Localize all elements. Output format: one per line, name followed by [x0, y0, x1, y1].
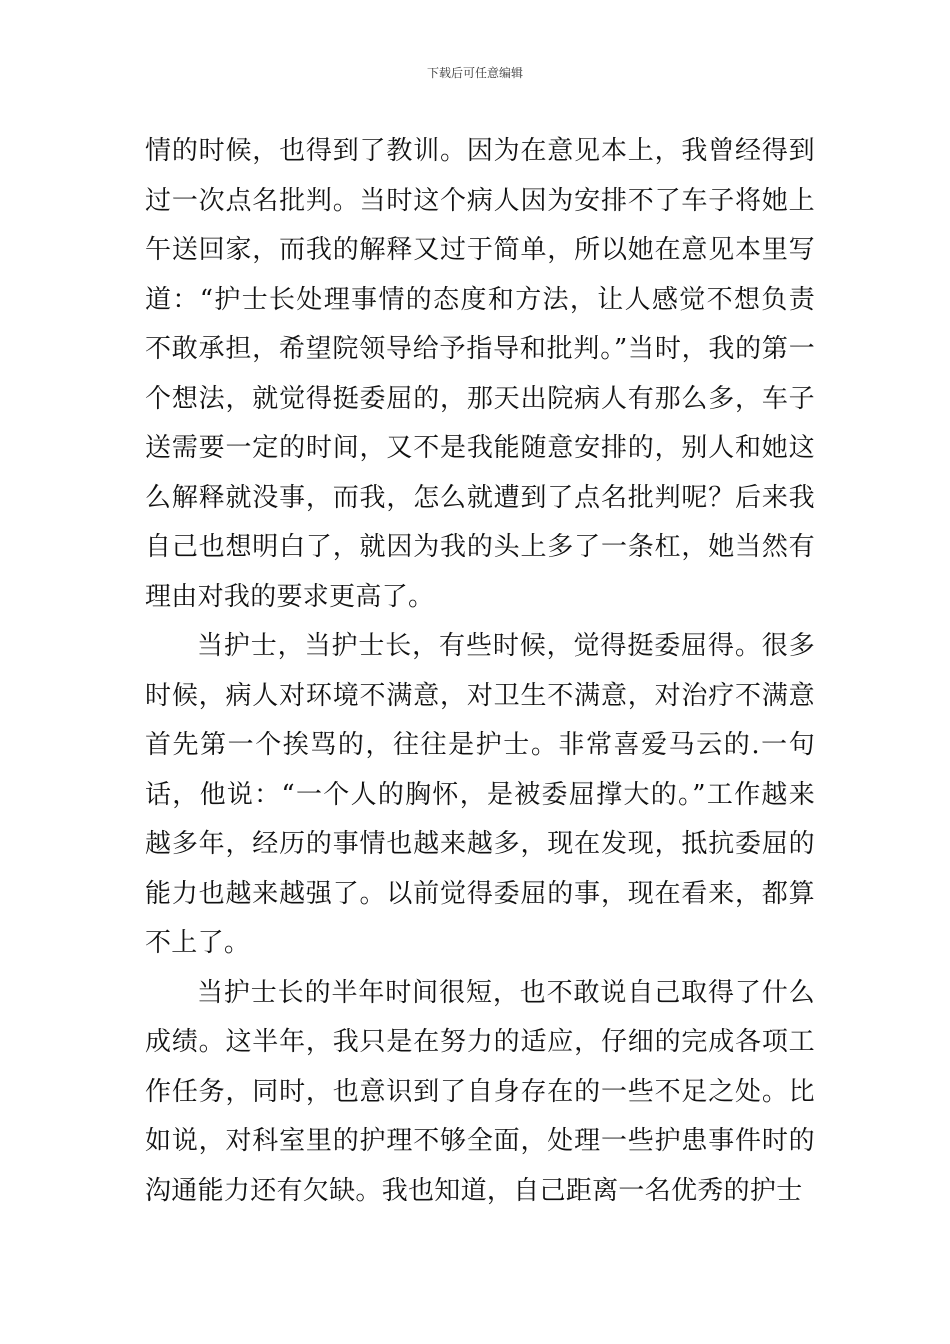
- document-body: [145, 127, 815, 1216]
- paragraph: 当护士，当护士长，有些时候，觉得挺委屈得。很多时候，病人对环境不满意，对卫生不满意，对治疗不满意首先第一个挨骂的，往往是护士。非常喜爱马云的.一句话，他说：“一个人的胸怀，是被委屈撑大的。”工作越来越多年，经历的事情也越来越多，现在发现，抵抗委屈的能力也越来越强了。以前觉得委屈的事，现在看来，都算不上了。: [145, 631, 815, 958]
- page-header: 下载后可任意编辑: [426, 66, 523, 80]
- paragraph-continued: 情的时候，也得到了教训。因为在意见本上，我曾经得到过一次点名批判。当时这个病人因为安排不了车子将她上午送回家，而我的解释又过于简单，所以她在意见本里写道：“护士长处理事情的态度和方法，让人感觉不想负责不敢承担，希望院领导给予指导和批判。”当时，我的第一个想法，就觉得挺委屈的，那天出院病人有那么多，车子送需要一定的时间，又不是我能随意安排的，别人和她这么解释就没事，而我，怎么就遭到了点名批判呢？后来我自己也想明白了，就因为我的头上多了一条杠，她当然有理由对我的要求更高了。: [145, 136, 815, 612]
- paragraph: 当护士长的半年时间很短，也不敢说自己取得了什么成绩。这半年，我只是在努力的适应，仔细的完成各项工作任务，同时，也意识到了自身存在的一些不足之处。比如说，对科室里的护理不够全面，处理一些护患事件时的沟通能力还有欠缺。我也知道，自己距离一名优秀的护士: [145, 977, 815, 1206]
